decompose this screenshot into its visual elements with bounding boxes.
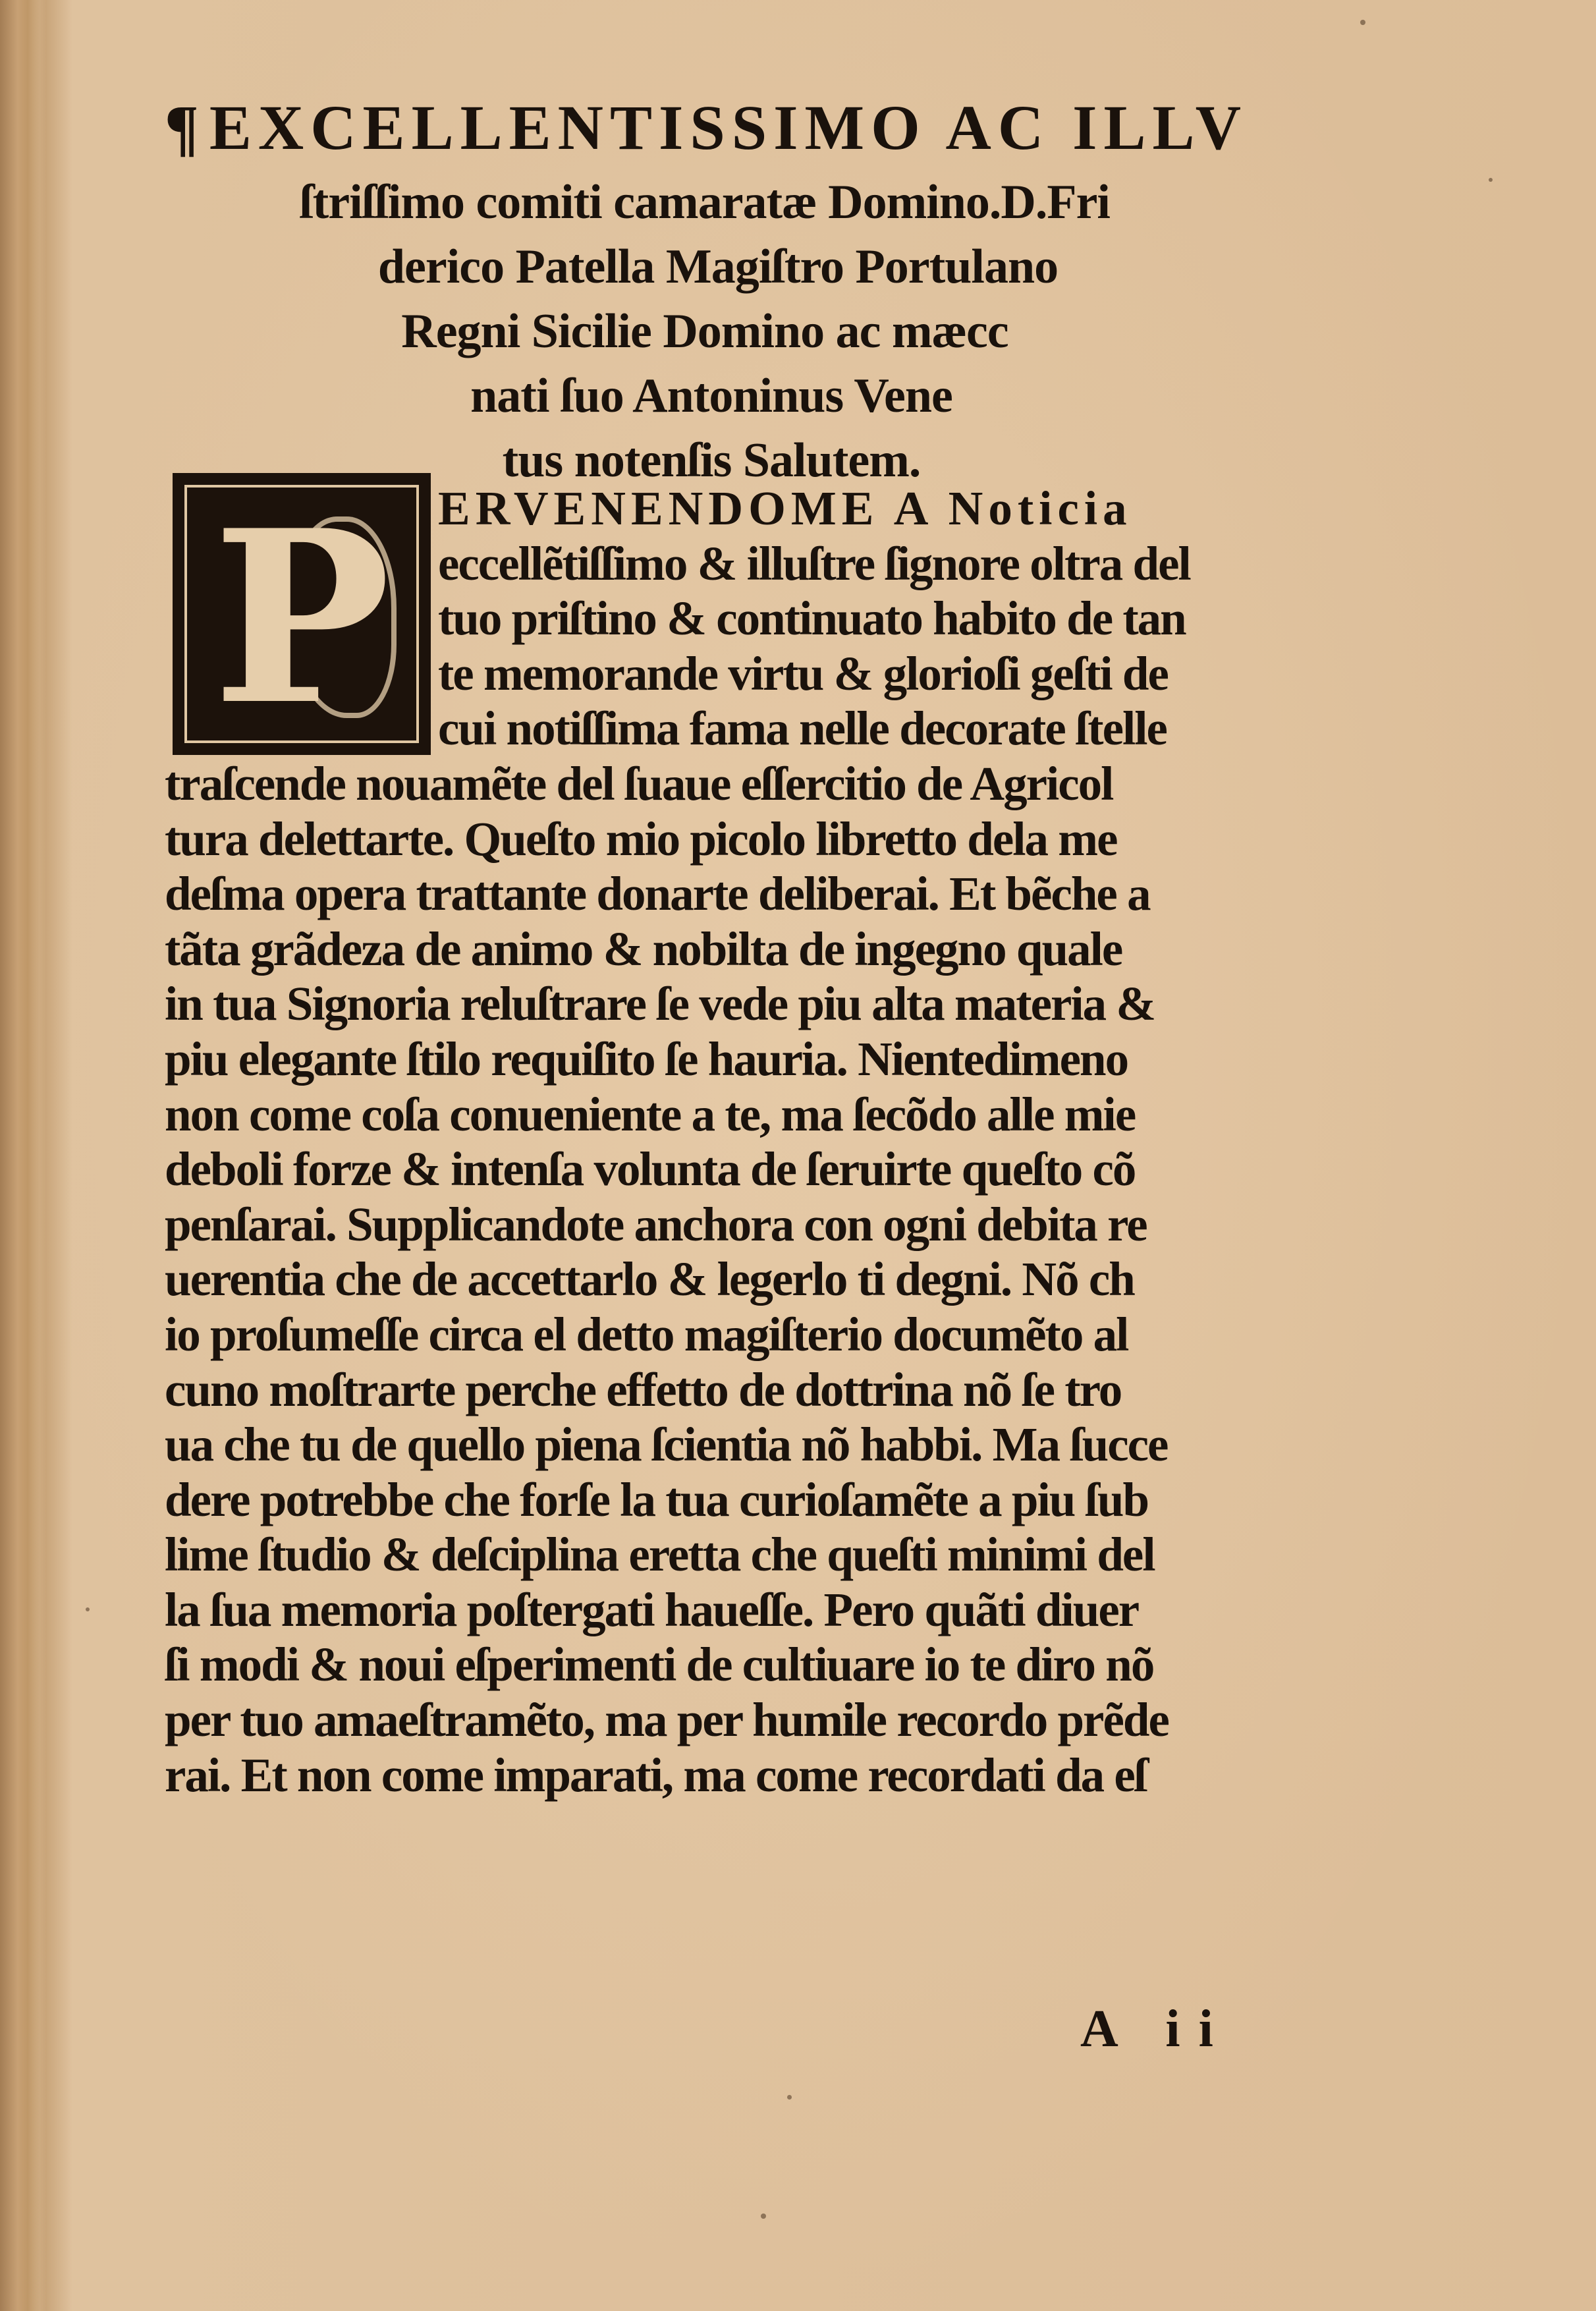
heading-title: EXCELLENTISSIMO AC ILLV (209, 92, 1248, 163)
text-line: cuno moſtrarte perche effetto de dottrina nõ ſe tro (165, 1362, 1122, 1416)
initial-letter: P (212, 478, 391, 757)
text-line: in tua Signoria reluſtrare ſe vede piu alta materia & (165, 977, 1155, 1031)
text-line: cui notiſſima fama nelle decorate ſtelle (438, 702, 1167, 756)
text-line: deboli forze & intenſa volunta de ſeruirte queſto cõ (165, 1142, 1136, 1196)
paper-speck (761, 2214, 766, 2219)
pilcrow-icon: ¶ (165, 92, 206, 163)
paper-speck (787, 2095, 792, 2100)
book-spine-gutter (0, 0, 40, 2311)
text-line: deſma opera trattante donarte deliberai. Et bẽche a (165, 867, 1150, 921)
paper-speck (1489, 178, 1493, 182)
text-line: ſi modi & noui eſperimenti de cultiuare io te diro nõ (165, 1638, 1154, 1692)
heading-line: nati ſuo Antoninus Vene (470, 369, 952, 423)
text-line: tuo priſtino & continuato habito de tan (438, 592, 1186, 646)
text-line: ERVENENDOME A Noticia (438, 482, 1132, 535)
paper-speck (86, 1607, 90, 1611)
heading-line: ſtriſſimo comiti camaratæ Domino.D.Fri (300, 175, 1110, 229)
text-line: dere potrebbe che forſe la tua curioſamẽte a piu ſub (165, 1472, 1149, 1526)
text-line: eccellẽtiſſimo & illuſtre ſignore oltra del (438, 536, 1190, 590)
heading-line: derico Patella Magiſtro Portulano (377, 240, 1059, 294)
paper-speck (1360, 20, 1365, 25)
text-line: tura delettarte. Queſto mio picolo libretto dela me (165, 812, 1117, 866)
dedication-heading (165, 86, 1403, 493)
heading-line: Regni Sicilie Domino ac mæcc (401, 304, 1008, 358)
text-line: piu elegante ſtilo requiſito ſe hauria. Nientedimeno (165, 1032, 1128, 1086)
heading-title-line (165, 86, 1403, 170)
text-line: la ſua memoria poſtergati haueſſe. Pero quãti diuer (165, 1582, 1139, 1636)
signature-mark: A ii (1080, 2000, 1232, 2058)
text-line: traſcende nouamẽte del ſuaue eſſercitio de Agricol (165, 756, 1113, 810)
dedication-body (165, 478, 1403, 1802)
text-line: uerentia che de accettarlo & legerlo ti degni. Nõ ch (165, 1252, 1134, 1306)
heading-line: tus notenſis Salutem. (502, 433, 921, 487)
text-line: io proſumeſſe circa el detto magiſterio documẽto al (165, 1307, 1128, 1361)
text-line: per tuo amaeſtramẽto, ma per humile recordo prẽde (165, 1693, 1169, 1747)
text-line: non come coſa conueniente a te, ma ſecõdo alle mie (165, 1087, 1136, 1141)
text-line: rai. Et non come imparati, ma come recordati da eſ (165, 1748, 1147, 1802)
text-line: lime ſtudio & deſciplina eretta che queſti minimi del (165, 1528, 1155, 1582)
text-line: tãta grãdeza de animo & nobilta de ingegno quale (165, 922, 1122, 976)
text-line: ua che tu de quello piena ſcientia nõ habbi. Ma ſucce (165, 1418, 1168, 1472)
text-line: te memorande virtu & glorioſi geſti de (438, 646, 1168, 700)
text-line: penſarai. Supplicandote anchora con ogni debita re (165, 1197, 1147, 1251)
